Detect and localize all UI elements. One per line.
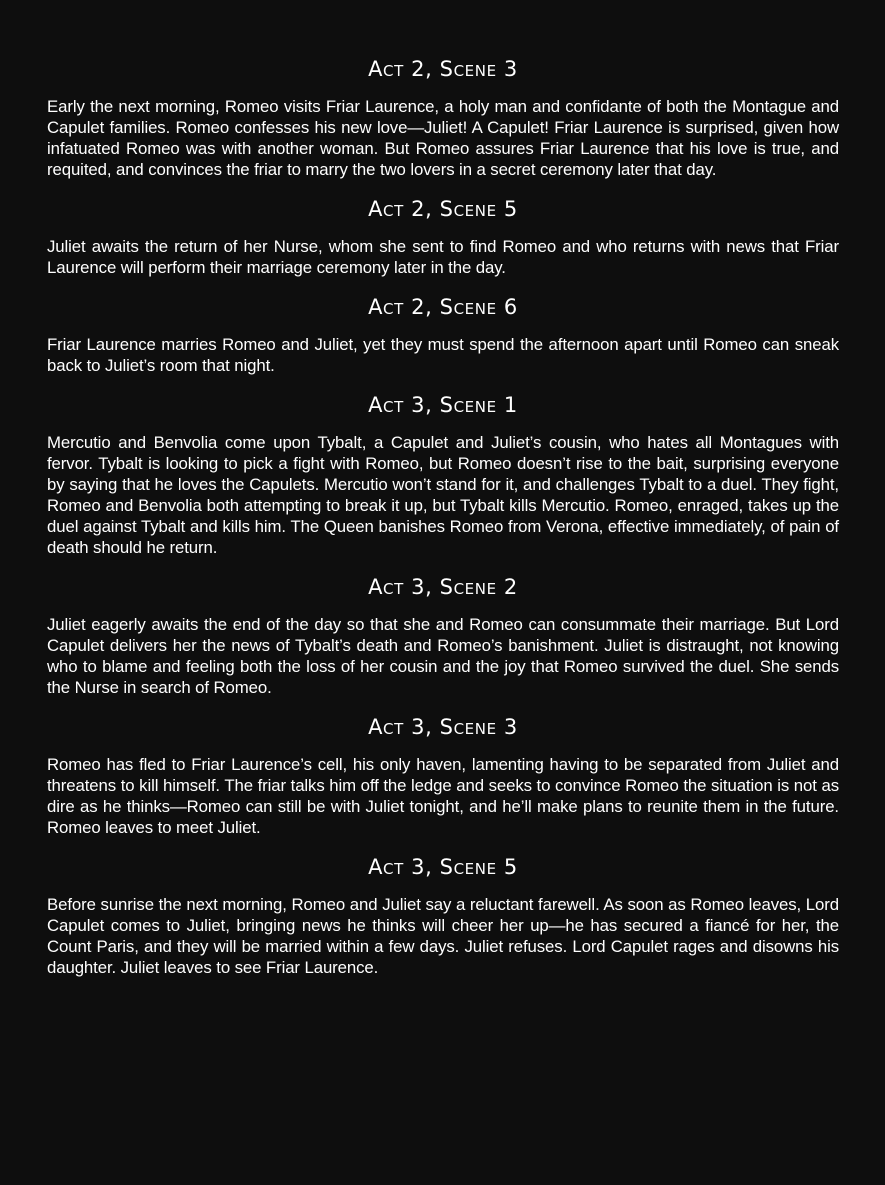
scene-section [47, 293, 839, 376]
scene-section [47, 853, 839, 978]
scene-section [47, 55, 839, 180]
scene-summary-text: Romeo has fled to Friar Laurence’s cell, his only haven, lamenting having to be separated from Juliet and threatens to kill himself. The friar talks him off the ledge and seeks to convince Romeo the situation is not as dire as he thinks—Romeo can still be with Juliet tonight, and he’ll make plans to reunite them in the future. Romeo leaves to meet Juliet. [47, 755, 839, 837]
scene-summary-text: Friar Laurence marries Romeo and Juliet, yet they must spend the afternoon apart until Romeo can sneak back to Juliet’s room that night. [47, 335, 839, 375]
scene-heading: Act 2, Scene 3 [368, 57, 518, 81]
scene-summary-document [47, 55, 839, 993]
scene-section [47, 713, 839, 838]
scene-heading: Act 3, Scene 5 [368, 855, 518, 879]
scene-summary-text: Before sunrise the next morning, Romeo and Juliet say a reluctant farewell. As soon as Romeo leaves, Lord Capulet comes to Juliet, bringing news he thinks will cheer her up—he has secured a fiancé for her, the Count Paris, and they will be married within a few days. Juliet refuses. Lord Capulet rages and disowns his daughter. Juliet leaves to see Friar Laurence. [47, 895, 839, 977]
scene-section [47, 195, 839, 278]
scene-summary-text: Early the next morning, Romeo visits Friar Laurence, a holy man and confidante of both the Montague and Capulet families. Romeo confesses his new love—Juliet! A Capulet! Friar Laurence is surprised, given how infatuated Romeo was with another woman. But Romeo assures Friar Laurence that his love is true, and requited, and convinces the friar to marry the two lovers in a secret ceremony later that day. [47, 97, 839, 179]
scene-heading: Act 3, Scene 1 [368, 393, 518, 417]
scene-section [47, 573, 839, 698]
scene-summary-text: Juliet eagerly awaits the end of the day so that she and Romeo can consummate their marriage. But Lord Capulet delivers her the news of Tybalt’s death and Romeo’s banishment. Juliet is distraught, not knowing who to blame and feeling both the loss of her cousin and the joy that Romeo survived the duel. She sends the Nurse in search of Romeo. [47, 615, 839, 697]
scene-heading: Act 3, Scene 2 [368, 575, 518, 599]
scene-summary-text: Juliet awaits the return of her Nurse, whom she sent to find Romeo and who returns with news that Friar Laurence will perform their marriage ceremony later in the day. [47, 237, 839, 277]
scene-section [47, 391, 839, 558]
scene-summary-text: Mercutio and Benvolia come upon Tybalt, a Capulet and Juliet’s cousin, who hates all Montagues with fervor. Tybalt is looking to pick a fight with Romeo, but Romeo doesn’t rise to the bait, surprising everyone by saying that he loves the Capulets. Mercutio won’t stand for it, and challenges Tybalt to a duel. They fight, Romeo and Benvolia both attempting to break it up, but Tybalt kills Mercutio. Romeo, enraged, takes up the duel against Tybalt and kills him. The Queen banishes Romeo from Verona, effective immediately, of pain of death should he return. [47, 433, 839, 557]
scene-heading: Act 2, Scene 5 [368, 197, 518, 221]
scene-heading: Act 2, Scene 6 [368, 295, 518, 319]
scene-heading: Act 3, Scene 3 [368, 715, 518, 739]
